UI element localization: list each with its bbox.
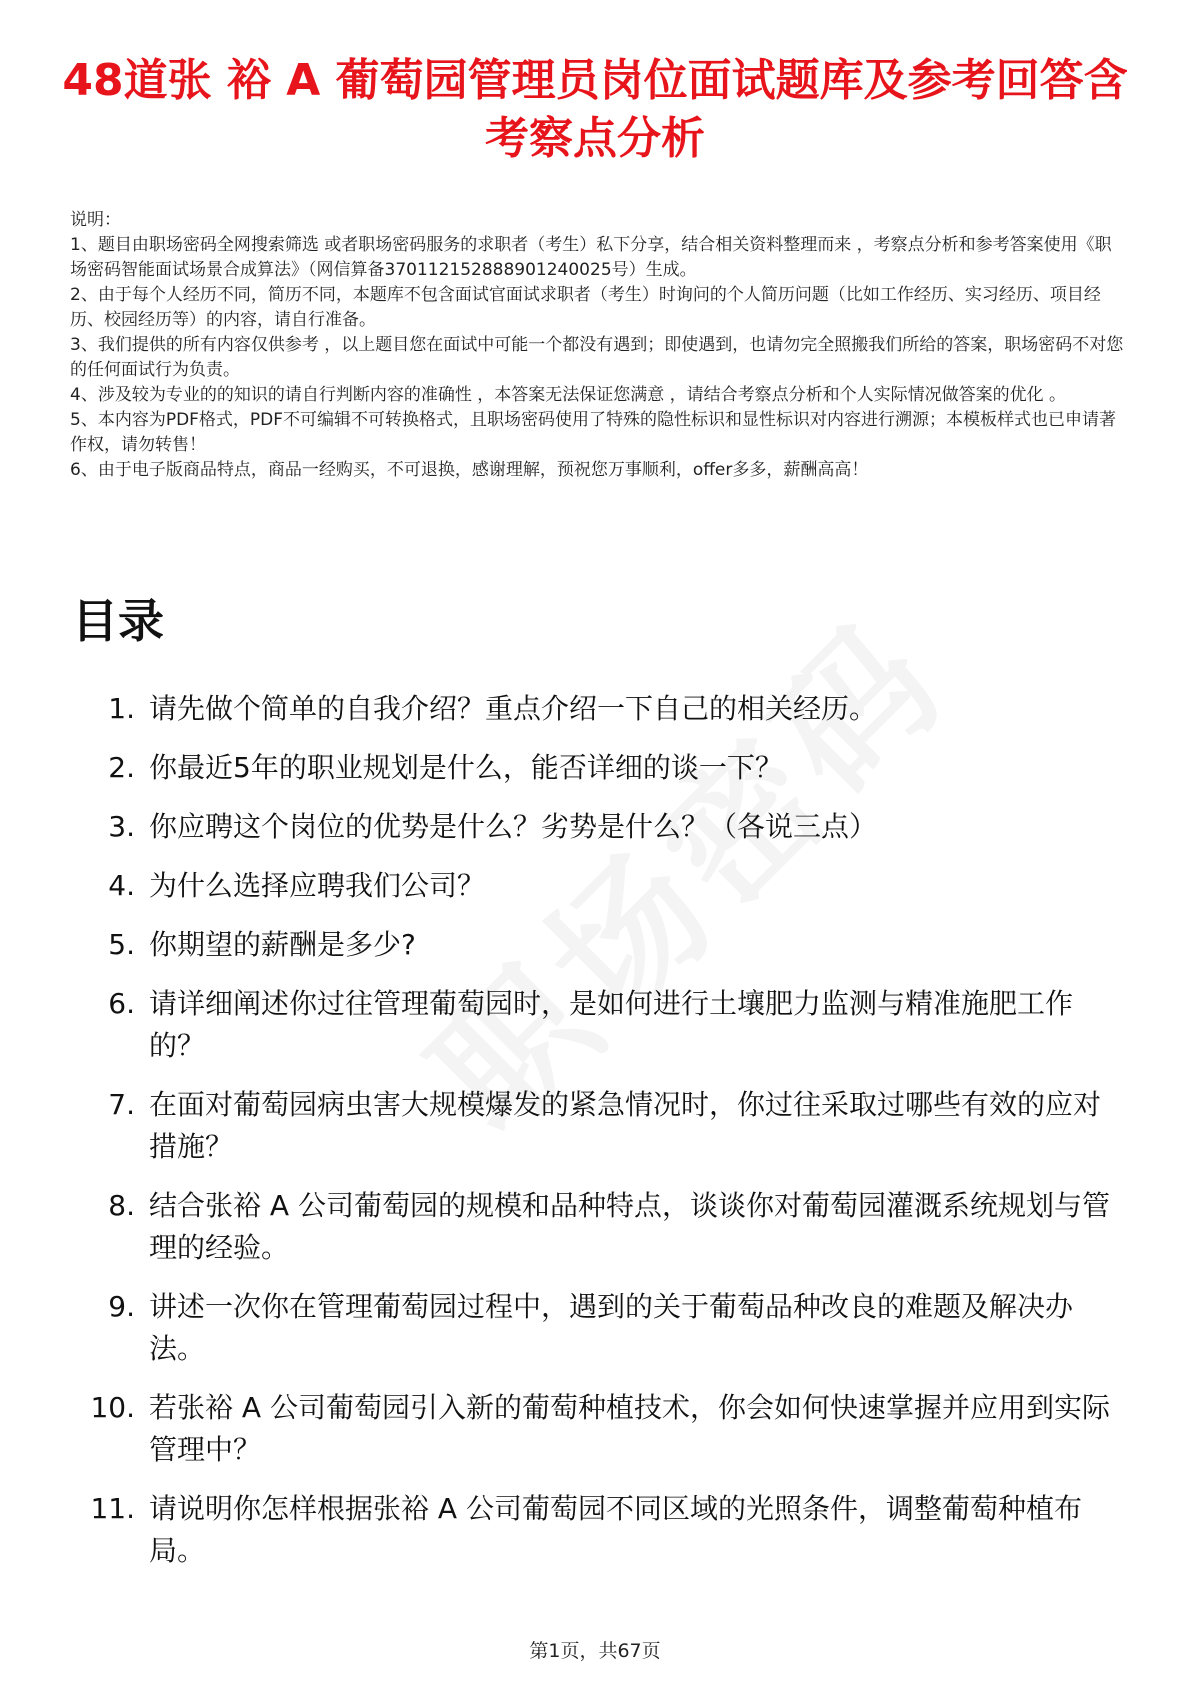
toc-item[interactable]: [60, 924, 1125, 966]
toc-number: 2.: [108, 751, 135, 784]
toc-number: 9.: [108, 1290, 135, 1323]
toc-item[interactable]: [60, 1387, 1125, 1471]
note-item: 5、本内容为PDF格式，PDF不可编辑不可转换格式，且职场密码使用了特殊的隐性标识和显性标识对内容进行溯源；本模板样式也已申请著作权，请勿转售！: [70, 410, 1117, 455]
toc-number: 1.: [108, 692, 135, 725]
toc-number: 5.: [108, 928, 135, 961]
toc-number: 6.: [108, 987, 135, 1020]
toc-item[interactable]: [60, 1286, 1125, 1370]
note-item: 6、由于电子版商品特点，商品一经购买，不可退换，感谢理解，预祝您万事顺利，offer多多，薪酬高高！: [70, 460, 869, 480]
toc-text: 结合张裕 A 公司葡萄园的规模和品种特点，谈谈你对葡萄园灌溉系统规划与管理的经验。: [149, 1189, 1110, 1264]
toc-item[interactable]: [60, 806, 1125, 848]
toc-text: 你期望的薪酬是多少?: [149, 928, 416, 961]
toc-item[interactable]: [60, 688, 1125, 730]
note-item: 2、由于每个人经历不同，简历不同，本题库不包含面试官面试求职者（考生）时询问的个人简历问题（比如工作经历、实习经历、项目经历、校园经历等）的内容，请自行准备。: [70, 285, 1101, 330]
toc-number: 8.: [108, 1189, 135, 1222]
toc-text: 你应聘这个岗位的优势是什么？劣势是什么？（各说三点）: [149, 810, 878, 843]
toc-item[interactable]: [60, 1185, 1125, 1269]
toc-text: 在面对葡萄园病虫害大规模爆发的紧急情况时，你过往采取过哪些有效的应对措施？: [149, 1088, 1102, 1163]
toc-item[interactable]: [60, 1084, 1125, 1168]
toc-number: 4.: [108, 869, 135, 902]
toc-number: 7.: [108, 1088, 135, 1121]
toc-number: 10.: [90, 1391, 135, 1424]
toc-text: 请先做个简单的自我介绍？重点介绍一下自己的相关经历。: [149, 692, 878, 725]
toc-text: 你最近5年的职业规划是什么，能否详细的谈一下？: [149, 751, 783, 784]
toc-heading: 目录: [72, 594, 164, 648]
note-item: 4、涉及较为专业的的知识的请自行判断内容的准确性 ，本答案无法保证您满意 ，请结合考察点分析和个人实际情况做答案的优化 。: [70, 385, 1067, 405]
notes-section: [70, 208, 1125, 483]
toc-item[interactable]: [60, 983, 1125, 1067]
table-of-contents: [60, 688, 1125, 1589]
toc-text: 若张裕 A 公司葡萄园引入新的葡萄种植技术，你会如何快速掌握并应用到实际管理中？: [149, 1391, 1110, 1466]
document-title: 48道张 裕 A 葡萄园管理员岗位面试题库及参考回答含考察点分析: [62, 55, 1128, 164]
toc-item[interactable]: [60, 865, 1125, 907]
toc-text: 为什么选择应聘我们公司？: [149, 869, 486, 902]
page-footer: 第1页，共67页: [529, 1640, 661, 1662]
toc-text: 请详细阐述你过往管理葡萄园时，是如何进行土壤肥力监测与精准施肥工作的？: [149, 987, 1074, 1062]
toc-text: 请说明你怎样根据张裕 A 公司葡萄园不同区域的光照条件，调整葡萄种植布局。: [149, 1492, 1082, 1567]
note-item: 1、题目由职场密码全网搜索筛选 或者职场密码服务的求职者（考生）私下分享，结合相关资料整理而来 ，考察点分析和参考答案使用《职场密码智能面试场景合成算法》（网信算备370112152888901240025号）生成。: [70, 235, 1112, 280]
toc-item[interactable]: [60, 747, 1125, 789]
note-item: 3、我们提供的所有内容仅供参考 ，以上题目您在面试中可能一个都没有遇到；即使遇到，也请勿完全照搬我们所给的答案，职场密码不对您的任何面试行为负责。: [70, 335, 1124, 380]
toc-item[interactable]: [60, 1488, 1125, 1572]
toc-number: 3.: [108, 810, 135, 843]
notes-heading: 说明：: [70, 210, 121, 230]
toc-text: 讲述一次你在管理葡萄园过程中，遇到的关于葡萄品种改良的难题及解决办法。: [149, 1290, 1074, 1365]
toc-number: 11.: [90, 1492, 135, 1525]
